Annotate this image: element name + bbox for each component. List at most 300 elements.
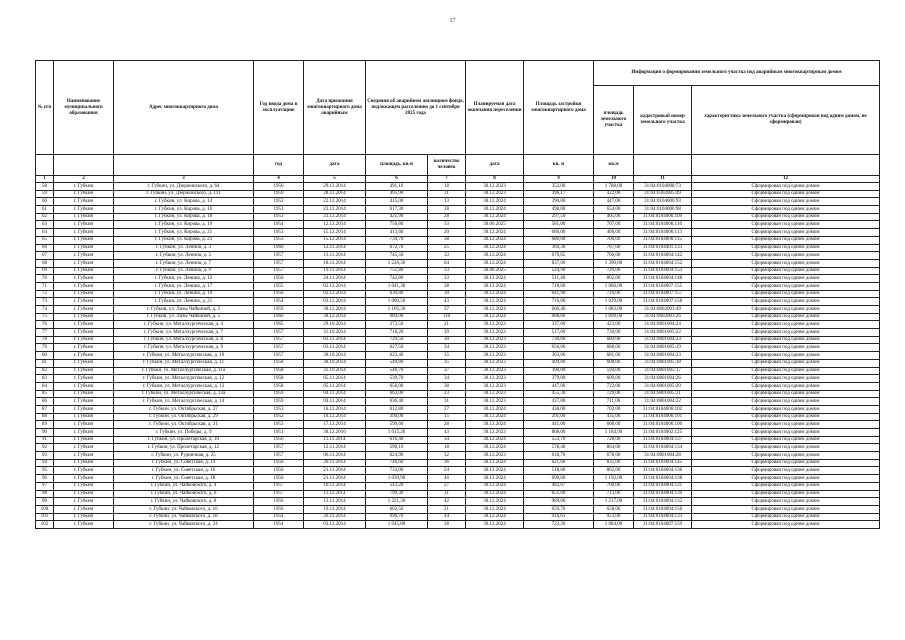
planned-date-cell: 30.12.2023 <box>466 452 524 460</box>
built-area-cell: 553,70 <box>524 436 594 444</box>
land-area-cell: 447,00 <box>594 198 634 206</box>
built-area-cell: 688,00 <box>524 313 594 321</box>
land-characteristic-cell: Сформирован под одним домом <box>692 213 880 221</box>
land-area-cell: 1 066,00 <box>594 282 634 290</box>
cadastral-cell: 31:04:0104004:134 <box>634 444 692 452</box>
municipality-cell: г. Губкин <box>54 336 114 344</box>
municipality-cell: г. Губкин <box>54 467 114 475</box>
emergency-date-cell: 29.12.2014 <box>304 183 366 191</box>
people-cell: 18 <box>428 444 466 452</box>
address-cell: г. Губкин, ул. Лизы Чайкиной, д. 5 <box>114 313 254 321</box>
emergency-date-cell: 11.11.2014 <box>304 490 366 498</box>
emergency-date-cell: 30.10.2014 <box>304 352 366 360</box>
area-cell: 624,90 <box>366 452 428 460</box>
year-cell: 1959 <box>254 190 304 198</box>
year-cell: 1953 <box>254 236 304 244</box>
address-cell: г. Губкин, ул. Чайковского, д. 16 <box>114 505 254 513</box>
cadastral-cell: 31:04:0104007:157 <box>634 290 692 298</box>
area-cell: 1 000,50 <box>366 298 428 306</box>
emergency-date-cell: 05.11.2014 <box>304 375 366 383</box>
table-row <box>36 375 880 383</box>
row-number: 75 <box>36 313 54 321</box>
area-cell: 746,60 <box>366 459 428 467</box>
table-row <box>36 329 880 337</box>
area-cell: 399,00 <box>366 413 428 421</box>
address-cell: г. Губкин, ул. Рудничная, д. 25 <box>114 452 254 460</box>
row-number: 96 <box>36 475 54 483</box>
table-row <box>36 321 880 329</box>
row-number: 80 <box>36 352 54 360</box>
emergency-date-cell: 02.12.2014 <box>304 290 366 298</box>
planned-date-cell: 30.12.2024 <box>466 259 524 267</box>
planned-date-cell: 30.12.2024 <box>466 198 524 206</box>
area-cell: 1 039,90 <box>366 475 428 483</box>
emergency-date-cell: 19.11.2014 <box>304 505 366 513</box>
cadastral-cell: 31:04:0104004:148 <box>634 275 692 283</box>
built-area-cell: 690,00 <box>524 475 594 483</box>
area-cell: 627,50 <box>366 344 428 352</box>
land-area-cell: 864,00 <box>594 444 634 452</box>
municipality-cell: г. Губкин <box>54 267 114 275</box>
row-number: 66 <box>36 244 54 252</box>
table-row <box>36 190 880 198</box>
planned-date-cell: 30.12.2024 <box>466 282 524 290</box>
address-cell: г. Губкин, ул. Пролетарская, д. 12 <box>114 444 254 452</box>
row-number: 62 <box>36 213 54 221</box>
people-cell: 21 <box>428 505 466 513</box>
address-cell: г. Губкин, ул. Лизы Чайкиной, д. 3 <box>114 306 254 314</box>
planned-date-cell: 30.12.2024 <box>466 521 524 529</box>
people-cell: 46 <box>428 475 466 483</box>
land-area-cell: 766,00 <box>594 252 634 260</box>
address-cell: г. Губкин, ул. Ленина, д. 21 <box>114 298 254 306</box>
planned-date-cell: 30.12.2024 <box>466 498 524 506</box>
land-area-cell: 711,00 <box>594 398 634 406</box>
row-number: 73 <box>36 298 54 306</box>
land-characteristic-cell: Сформирован под одним домом <box>692 236 880 244</box>
cadastral-cell: 31:04:0104007:159 <box>634 521 692 529</box>
column-number: 9 <box>524 176 594 183</box>
municipality-cell: г. Губкин <box>54 236 114 244</box>
housing-register-table <box>35 60 880 529</box>
land-area-cell: 760,00 <box>594 482 634 490</box>
land-characteristic-cell: Сформирован под одним домом <box>692 306 880 314</box>
built-area-cell: 379,00 <box>524 375 594 383</box>
year-cell: 1957 <box>254 329 304 337</box>
land-characteristic-cell: Сформирован под одним домом <box>692 206 880 214</box>
row-number: 69 <box>36 267 54 275</box>
land-area-cell: 1 217,00 <box>594 498 634 506</box>
emergency-date-cell: 12.11.2014 <box>304 244 366 252</box>
row-number: 67 <box>36 252 54 260</box>
land-area-cell: 689,00 <box>594 336 634 344</box>
table-row <box>36 498 880 506</box>
land-area-cell: 1 029,00 <box>594 298 634 306</box>
table-row <box>36 467 880 475</box>
municipality-cell: г. Губкин <box>54 429 114 437</box>
municipality-cell: г. Губкин <box>54 505 114 513</box>
area-cell: 996,70 <box>366 513 428 521</box>
emergency-date-cell: 03.12.2014 <box>304 521 366 529</box>
unit-empty-5 <box>692 155 880 176</box>
people-cell: 28 <box>428 421 466 429</box>
address-cell: г. Губкин, ул. Металлургическая, д. 11а <box>114 367 254 375</box>
planned-date-cell: 30.12.2023 <box>466 321 524 329</box>
people-cell: 35 <box>428 359 466 367</box>
table-row <box>36 459 880 467</box>
year-cell: 1952 <box>254 198 304 206</box>
row-number: 77 <box>36 329 54 337</box>
built-area-cell: 641,90 <box>524 290 594 298</box>
land-characteristic-cell: Сформирован под одним домом <box>692 505 880 513</box>
people-cell: 32 <box>428 452 466 460</box>
year-cell: 1956 <box>254 436 304 444</box>
municipality-cell: г. Губкин <box>54 290 114 298</box>
land-characteristic-cell: Сформирован под одним домом <box>692 482 880 490</box>
people-cell: 31 <box>428 490 466 498</box>
planned-date-cell: 30.12.2023 <box>466 382 524 390</box>
people-cell: 34 <box>428 436 466 444</box>
people-cell: 42 <box>428 498 466 506</box>
row-number: 63 <box>36 221 54 229</box>
planned-date-cell: 30.12.2024 <box>466 444 524 452</box>
year-cell: 1956 <box>254 467 304 475</box>
unit-m2-b: кв.м <box>594 155 634 176</box>
municipality-cell: г. Губкин <box>54 190 114 198</box>
row-number: 71 <box>36 282 54 290</box>
built-area-cell: 352,00 <box>524 183 594 191</box>
row-number: 59 <box>36 190 54 198</box>
table-row <box>36 390 880 398</box>
emergency-date-cell: 20.11.2014 <box>304 513 366 521</box>
row-number: 82 <box>36 367 54 375</box>
cadastral-cell: 31:04:0104004:153 <box>634 267 692 275</box>
row-number: 70 <box>36 275 54 283</box>
land-area-cell: 713,00 <box>594 490 634 498</box>
address-cell: г. Губкин, ул. Металлургическая, д. 13 <box>114 382 254 390</box>
row-number: 90 <box>36 429 54 437</box>
year-cell: 1957 <box>254 259 304 267</box>
land-characteristic-cell: Сформирован под одним домом <box>692 336 880 344</box>
land-characteristic-cell: Сформирован под одним домом <box>692 229 880 237</box>
row-number: 99 <box>36 498 54 506</box>
land-characteristic-cell: Сформирован под одним домом <box>692 467 880 475</box>
emergency-date-cell: 12.12.2014 <box>304 221 366 229</box>
area-cell: 1 221,30 <box>366 498 428 506</box>
people-cell: 13 <box>428 198 466 206</box>
cadastral-cell: 31:04:0104006:116 <box>634 221 692 229</box>
built-area-cell: 438,00 <box>524 405 594 413</box>
area-cell: 599,60 <box>366 421 428 429</box>
built-area-cell: 390,00 <box>524 367 594 375</box>
land-characteristic-cell: Сформирован под одним домом <box>692 367 880 375</box>
land-area-cell: 422,00 <box>594 190 634 198</box>
row-number: 78 <box>36 336 54 344</box>
land-characteristic-cell: Сформирован под одним домом <box>692 490 880 498</box>
land-characteristic-cell: Сформирован под одним домом <box>692 290 880 298</box>
header-planned-end: Планируемая дата окончания переселения <box>466 61 524 155</box>
land-characteristic-cell: Сформирован под одним домом <box>692 413 880 421</box>
cadastral-cell: 31:04:0104008:73 <box>634 183 692 191</box>
land-area-cell: 802,00 <box>594 275 634 283</box>
cadastral-cell: 31:04:0104007:158 <box>634 298 692 306</box>
row-number: 88 <box>36 413 54 421</box>
row-number: 68 <box>36 259 54 267</box>
year-cell: 1957 <box>254 490 304 498</box>
address-cell: г. Губкин, ул. Металлургическая, д. 13а <box>114 390 254 398</box>
built-area-cell: 482,67 <box>524 482 594 490</box>
address-cell: г. Губкин, ул. Металлургическая, д. 10 <box>114 352 254 360</box>
unit-area: площадь, кв.м <box>366 155 428 176</box>
year-cell: 1956 <box>254 459 304 467</box>
municipality-cell: г. Губкин <box>54 259 114 267</box>
land-area-cell: 594,00 <box>594 367 634 375</box>
row-number: 76 <box>36 321 54 329</box>
address-cell: г. Губкин, ул. Ленина, д. 17 <box>114 282 254 290</box>
people-cell: 43 <box>428 429 466 437</box>
year-cell: 1958 <box>254 375 304 383</box>
row-number: 92 <box>36 444 54 452</box>
table-row <box>36 221 880 229</box>
table-row <box>36 475 880 483</box>
year-cell: 1956 <box>254 290 304 298</box>
column-numbers-row <box>36 176 880 183</box>
year-cell: 1957 <box>254 444 304 452</box>
land-characteristic-cell: Сформирован под одним домом <box>692 444 880 452</box>
area-cell: 1 041,30 <box>366 282 428 290</box>
table-row <box>36 267 880 275</box>
table-row <box>36 290 880 298</box>
area-cell: 549,80 <box>366 359 428 367</box>
year-cell: 1958 <box>254 367 304 375</box>
planned-date-cell: 30.12.2024 <box>466 467 524 475</box>
people-cell: 25 <box>428 244 466 252</box>
municipality-cell: г. Губкин <box>54 375 114 383</box>
cadastral-cell: 31:04:0104401:133 <box>634 244 692 252</box>
land-area-cell: 435,00 <box>594 413 634 421</box>
people-cell: 18 <box>428 183 466 191</box>
year-cell: 1951 <box>254 429 304 437</box>
people-cell: 15 <box>428 413 466 421</box>
planned-date-cell: 30.12.2024 <box>466 252 524 260</box>
header-n: № п/п <box>36 61 54 155</box>
planned-date-cell: 30.12.2024 <box>466 459 524 467</box>
land-area-cell: 722,00 <box>594 382 634 390</box>
address-cell: г. Губкин, ул. Кирова, д. 18 <box>114 213 254 221</box>
page-number: 17 <box>449 18 456 24</box>
people-cell: 37 <box>428 367 466 375</box>
table-row <box>36 244 880 252</box>
people-cell: 34 <box>428 375 466 383</box>
area-cell: 590,10 <box>366 444 428 452</box>
area-cell: 1 105,30 <box>366 306 428 314</box>
land-characteristic-cell: Сформирован под одним домом <box>692 405 880 413</box>
address-cell: г. Губкин, ул. Дзержинского, д. 64 <box>114 183 254 191</box>
table-row <box>36 436 880 444</box>
area-cell: 734,70 <box>366 236 428 244</box>
cadastral-cell: 31:04:0104004:145 <box>634 459 692 467</box>
cadastral-cell: 31:04:0602003:26 <box>634 313 692 321</box>
cadastral-cell: 31:04:0104006:93 <box>634 198 692 206</box>
land-area-cell: 736,00 <box>594 329 634 337</box>
emergency-date-cell: 17.12.2014 <box>304 421 366 429</box>
people-cell: 36 <box>428 459 466 467</box>
area-cell: 491,10 <box>366 183 428 191</box>
column-number: 12 <box>692 176 880 183</box>
area-cell: 413,60 <box>366 229 428 237</box>
emergency-date-cell: 20.11.2014 <box>304 459 366 467</box>
unit-year: год <box>254 155 304 176</box>
address-cell: г. Губкин, ул. Октябрьская, д. 29 <box>114 413 254 421</box>
cadastral-cell: 31:04:0801004:23 <box>634 352 692 360</box>
table-row <box>36 405 880 413</box>
emergency-date-cell: 03.11.2014 <box>304 344 366 352</box>
municipality-cell: г. Губкин <box>54 452 114 460</box>
address-cell: г. Губкин, ул. Кирова, д. 16 <box>114 206 254 214</box>
emergency-date-cell: 19.11.2014 <box>304 267 366 275</box>
address-cell: г. Губкин, ул. Кирова, д. 14 <box>114 198 254 206</box>
area-cell: 1 015,20 <box>366 429 428 437</box>
planned-date-cell: 30.12.2023 <box>466 190 524 198</box>
table-row <box>36 421 880 429</box>
people-cell: 28 <box>428 206 466 214</box>
land-area-cell: 707,00 <box>594 221 634 229</box>
cadastral-cell: 31:04:0104006:109 <box>634 213 692 221</box>
land-area-cell: 1 099,00 <box>594 313 634 321</box>
land-characteristic-cell: Сформирован под одним домом <box>692 375 880 383</box>
built-area-cell: 679,65 <box>524 252 594 260</box>
area-cell: 733,00 <box>366 467 428 475</box>
year-cell: 1957 <box>254 482 304 490</box>
cadastral-cell: 31:04:0801005:18 <box>634 359 692 367</box>
land-area-cell: 953,00 <box>594 513 634 521</box>
planned-date-cell: 30.12.2023 <box>466 367 524 375</box>
year-cell: 1956 <box>254 505 304 513</box>
row-number: 91 <box>36 436 54 444</box>
emergency-date-cell: 23.12.2014 <box>304 206 366 214</box>
year-cell: 1956 <box>254 183 304 191</box>
land-area-cell: 654,00 <box>594 206 634 214</box>
address-cell: г. Губкин, ул. Советская, д. 16 <box>114 467 254 475</box>
municipality-cell: г. Губкин <box>54 252 114 260</box>
planned-date-cell: 30.12.2024 <box>466 298 524 306</box>
address-cell: г. Губкин, ул. Металлургическая, д. 12 <box>114 375 254 383</box>
land-area-cell: 787,00 <box>594 244 634 252</box>
land-area-cell: 423,00 <box>594 321 634 329</box>
cadastral-cell: 31:04:0801004:24 <box>634 321 692 329</box>
header-land-area: площадь земельного участка <box>594 86 634 155</box>
area-cell: 750,80 <box>366 221 428 229</box>
built-area-cell: 409,00 <box>524 359 594 367</box>
land-characteristic-cell: Сформирован под одним домом <box>692 275 880 283</box>
people-cell: 31 <box>428 398 466 406</box>
people-cell: 27 <box>428 482 466 490</box>
land-area-cell: 688,00 <box>594 344 634 352</box>
land-characteristic-cell: Сформирован под одним домом <box>692 267 880 275</box>
planned-date-cell: 30.12.2024 <box>466 475 524 483</box>
cadastral-cell: 31:04:0104004:137 <box>634 436 692 444</box>
people-cell: 27 <box>428 405 466 413</box>
cadastral-cell: 31:04:0104006:115 <box>634 236 692 244</box>
emergency-date-cell: 15.12.2014 <box>304 229 366 237</box>
cadastral-cell: 31:04:0104004:133 <box>634 513 692 521</box>
built-area-cell: 396,17 <box>524 190 594 198</box>
people-cell: 34 <box>428 344 466 352</box>
cadastral-cell: 31:04:0302005:49 <box>634 190 692 198</box>
year-cell: 1959 <box>254 398 304 406</box>
planned-date-cell: 30.12.2024 <box>466 236 524 244</box>
emergency-date-cell: 05.11.2014 <box>304 382 366 390</box>
table-row <box>36 490 880 498</box>
table-row <box>36 275 880 283</box>
year-cell: 1954 <box>254 521 304 529</box>
municipality-cell: г. Губкин <box>54 405 114 413</box>
year-cell: 1953 <box>254 229 304 237</box>
year-cell: 1952 <box>254 413 304 421</box>
municipality-cell: г. Губкин <box>54 244 114 252</box>
land-area-cell: 678,00 <box>594 452 634 460</box>
built-area-cell: 621,60 <box>524 459 594 467</box>
land-area-cell: 702,00 <box>594 405 634 413</box>
people-cell: 37 <box>428 306 466 314</box>
emergency-date-cell: 31.10.2014 <box>304 329 366 337</box>
cadastral-cell: 31:04:0104006:102 <box>634 405 692 413</box>
municipality-cell: г. Губкин <box>54 521 114 529</box>
planned-date-cell: 30.12.2023 <box>466 429 524 437</box>
municipality-cell: г. Губкин <box>54 382 114 390</box>
emergency-date-cell: 06.11.2014 <box>304 452 366 460</box>
table-row <box>36 482 880 490</box>
built-area-cell: 297,50 <box>524 213 594 221</box>
year-cell: 1960 <box>254 244 304 252</box>
planned-date-cell: 30.12.2024 <box>466 213 524 221</box>
row-number: 95 <box>36 467 54 475</box>
address-cell: г. Губкин, ул. Чайковского, д. 4 <box>114 482 254 490</box>
area-cell: 1 226,30 <box>366 259 428 267</box>
land-characteristic-cell: Сформирован под одним домом <box>692 183 880 191</box>
land-area-cell: 1 788,00 <box>594 183 634 191</box>
municipality-cell: г. Губкин <box>54 344 114 352</box>
land-characteristic-cell: Сформирован под одним домом <box>692 252 880 260</box>
emergency-date-cell: 30.12.2016 <box>304 429 366 437</box>
planned-date-cell: 30.12.2024 <box>466 413 524 421</box>
people-cell: 21 <box>428 321 466 329</box>
address-cell: г. Губкин, ул. Кирова, д. 21 <box>114 229 254 237</box>
cadastral-cell: 31:04:0104004:142 <box>634 252 692 260</box>
built-area-cell: 656,00 <box>524 344 594 352</box>
column-number: 11 <box>634 176 692 183</box>
people-cell: 110 <box>428 313 466 321</box>
municipality-cell: г. Губкин <box>54 421 114 429</box>
area-cell: 617,30 <box>366 206 428 214</box>
table-row <box>36 429 880 437</box>
municipality-cell: г. Губкин <box>54 198 114 206</box>
year-cell: 1959 <box>254 306 304 314</box>
row-number: 102 <box>36 521 54 529</box>
people-cell: 44 <box>428 513 466 521</box>
emergency-date-cell: 10.11.2014 <box>304 482 366 490</box>
unit-date: дата <box>304 155 366 176</box>
cadastral-cell: 31:04:0104004:136 <box>634 467 692 475</box>
planned-date-cell: 30.12.2023 <box>466 375 524 383</box>
row-number: 83 <box>36 375 54 383</box>
built-area-cell: 730,00 <box>524 336 594 344</box>
built-area-cell: 498,00 <box>524 206 594 214</box>
people-cell: 38 <box>428 282 466 290</box>
emergency-date-cell: 02.12.2014 <box>304 282 366 290</box>
address-cell: г. Губкин, ул. Победы, д. 9 <box>114 429 254 437</box>
planned-date-cell: 30.12.2023 <box>466 329 524 337</box>
